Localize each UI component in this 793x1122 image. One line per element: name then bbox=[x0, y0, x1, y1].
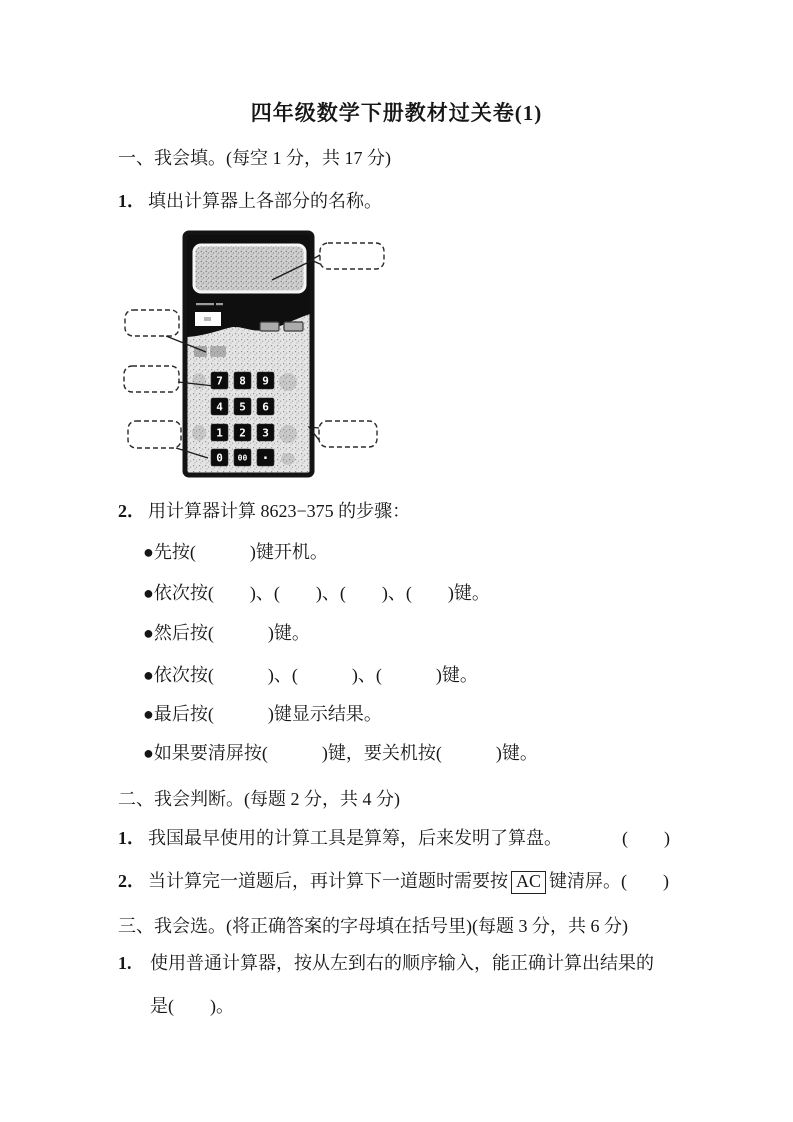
step-operator: ●然后按( )键。 bbox=[143, 623, 310, 643]
judge-item-2 bbox=[118, 870, 669, 894]
key-9-label: 9 bbox=[262, 374, 269, 388]
judge-item-1-text-group bbox=[118, 827, 562, 850]
question-1-text: 填出计算器上各部分的名称。 bbox=[148, 191, 382, 211]
question-1 bbox=[118, 190, 382, 213]
judge-item-2-number: 2． bbox=[118, 871, 145, 891]
step-enter-second: ●依次按( )、( )、( )键。 bbox=[143, 665, 478, 685]
key-3-label: 3 bbox=[262, 426, 269, 440]
calculator-display bbox=[194, 245, 305, 292]
choice-q1-line1 bbox=[118, 952, 654, 975]
step-power-on: ●先按( )键开机。 bbox=[143, 542, 328, 562]
key-5-label: 5 bbox=[239, 400, 246, 414]
judge-item-1-answer-blank: ( ) bbox=[622, 828, 670, 848]
key-00-label: 00 bbox=[237, 453, 248, 463]
step-enter-first: ●依次按( )、( )、( )、( )键。 bbox=[143, 583, 490, 603]
question-2-number: 2． bbox=[118, 501, 145, 521]
judge-item-1-number: 1． bbox=[118, 828, 145, 848]
choice-q1-number: 1. bbox=[118, 953, 132, 973]
judge-item-2-text-pre: 当计算完一道题后，再计算下一道题时需要按 bbox=[148, 871, 508, 891]
section-judge-heading: 二、我会判断。(每题 2 分，共 4 分) bbox=[118, 789, 400, 809]
key-2-label: 2 bbox=[239, 426, 246, 440]
key-0-label: 0 bbox=[216, 451, 223, 465]
question-2 bbox=[118, 500, 410, 523]
callout-keypad-box bbox=[124, 366, 179, 392]
callout-power-key-box bbox=[125, 310, 179, 336]
callout-bottom-left-box bbox=[128, 421, 181, 448]
ac-key-box: AC bbox=[511, 871, 546, 894]
key-4-label: 4 bbox=[216, 400, 223, 414]
callout-right-box bbox=[319, 421, 377, 447]
choice-q1-text: 使用普通计算器，按从左到右的顺序输入，能正确计算出结果的 bbox=[150, 953, 654, 973]
question-1-number: 1． bbox=[118, 191, 145, 211]
page-title: 四年级数学下册教材过关卷(1) bbox=[250, 101, 543, 125]
brand-marks bbox=[196, 303, 223, 305]
choice-q1-line2: 是( )。 bbox=[150, 996, 234, 1016]
calculator-figure-svg bbox=[120, 230, 390, 482]
question-2-text: 用计算器计算 8623−375 的步骤： bbox=[148, 501, 411, 521]
judge-item-1-text: 我国最早使用的计算工具是算筹，后来发明了算盘。 bbox=[148, 828, 562, 848]
section-fill-heading: 一、我会填。(每空 1 分，共 17 分) bbox=[118, 148, 391, 168]
calculator-figure bbox=[120, 230, 390, 482]
step-equals: ●最后按( )键显示结果。 bbox=[143, 704, 382, 724]
key-dot-label: · bbox=[261, 450, 270, 467]
key-1-label: 1 bbox=[216, 426, 223, 440]
callout-display-box bbox=[320, 243, 384, 269]
solar-panel bbox=[195, 312, 221, 326]
judge-item-2-text-post: 键清屏。( ) bbox=[549, 871, 670, 891]
section-choice-heading: 三、我会选。(将正确答案的字母填在括号里)(每题 3 分，共 6 分) bbox=[118, 916, 628, 936]
step-clear-off: ●如果要清屏按( )键，要关机按( )键。 bbox=[143, 743, 538, 763]
key-7-label: 7 bbox=[216, 374, 223, 388]
key-8-label: 8 bbox=[239, 374, 246, 388]
judge-item-1 bbox=[118, 827, 670, 850]
key-6-label: 6 bbox=[262, 400, 269, 414]
